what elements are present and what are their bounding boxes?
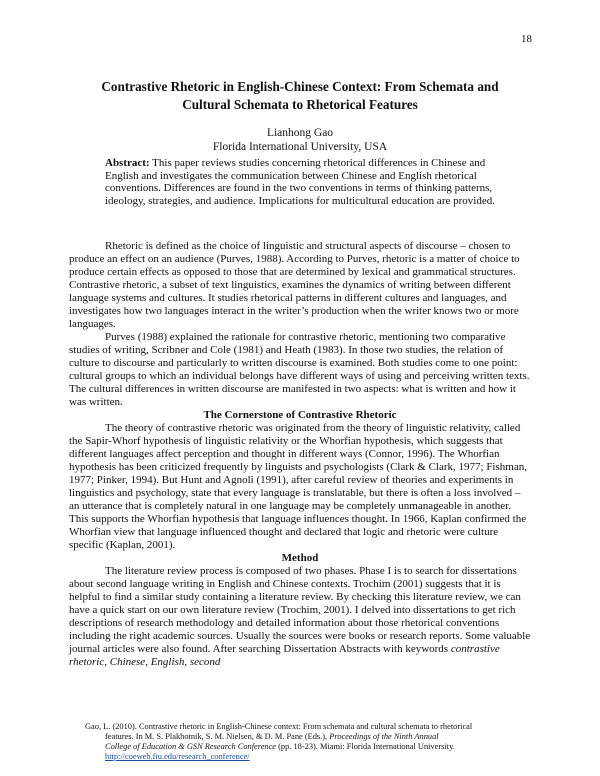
abstract-label: Abstract:	[105, 157, 150, 169]
footnote-line-2	[85, 732, 535, 742]
proceedings-title: Proceedings of the Ninth Annual	[329, 732, 439, 741]
conference-title: College of Education & GSN Research Conference	[105, 742, 277, 751]
author-block	[60, 126, 540, 154]
footnote-text: features. In M. S. Plakhotnik, S. M. Nielsen, & D. M. Pane (Eds.),	[105, 732, 328, 741]
footnote-line-4	[85, 752, 535, 762]
keyword: contrastive rhetoric	[69, 643, 500, 668]
keyword: English	[150, 656, 185, 668]
section-heading: The Cornerstone of Contrastive Rhetoric	[203, 409, 397, 421]
body-text	[69, 240, 531, 669]
paragraph: Rhetoric is defined as the choice of linguistic and structural aspects of discourse – chosen to produce an effect on an audience (Purves, 1988). According to Purves, rhetoric is a matter of choice to produce certain effects as opposed to those that are determined by lexical and grammatical structures. Contrastive rhetoric, a subset of text linguistics, examines the dynamics of writing between different language systems and cultures. It studies rhetorical patterns in different cultures and languages, and investigates how two languages interact in the writer’s production when the writer knows two or more languages.	[69, 240, 520, 330]
paragraph: The literature review process is composed of two phases. Phase I is to search for dissertations about second language writing in English and Chinese contexts. Trochim (2001) suggests that it is helpful to find a similar study containing a literature review. By checking this literature review, we can have a quick start on our own literature review (Trochim, 2001). I delved into dissertations to get rich descriptions of research methodology and detailed information about those rhetorical conventions including the right academic sources. Usually the sources were books or research reports. Some valuable journal articles were also found. After searching Dissertation Abstracts with keywords contrastive rhetoric, Chinese, English, second	[69, 565, 531, 668]
footnote-text: (pp. 18-23). Miami: Florida International University.	[278, 742, 455, 751]
footnote-line-3	[85, 742, 535, 752]
keyword: Chinese	[109, 656, 146, 668]
author-affiliation: Florida International University, USA	[212, 141, 388, 153]
footnote-line-1: Gao, L. (2010). Contrastive rhetoric in English-Chinese context: From schemata and cultural schemata to rhetorical	[85, 722, 473, 731]
abstract	[105, 157, 500, 207]
abstract-text: This paper reviews studies concerning rhetorical differences in Chinese and English and investigates the communication between Chinese and English rhetorical conventions. Differences are found in the two conventions in terms of thinking patterns, ideology, strategies, and audience. Implications for multicultural education are provided.	[105, 157, 495, 207]
citation-footnote	[85, 722, 535, 762]
paragraph: The theory of contrastive rhetoric was originated from the theory of linguistic relativity, called the Sapir-Whorf hypothesis of linguistic relativity or the Whorfian hypothesis, which suggests that different languages affect perception and thought in different ways (Connor, 1996). The Whorfian hypothesis has been criticized frequently by linguists and psychologists (Clark & Clark, 1977; Fishman, 1977; Pinker, 1994). But Hunt and Agnoli (1991), after careful review of theories and experiments in linguistics and psychology, state that every language is translatable, but there is often a loss involved – an utterance that is completely natural in one language may be completely unmanageable in another. This supports the Whorfian hypothesis that language influences thought. In 1966, Kaplan confirmed the Whorfian view that language influenced thought and declared that logic and rhetoric were culture specific (Kaplan, 2001).	[69, 422, 527, 551]
title-line-2: Cultural Schemata to Rhetorical Features	[182, 97, 418, 112]
title-line-1: Contrastive Rhetoric in English-Chinese Context: From Schemata and	[101, 79, 499, 94]
page-number: 18	[521, 33, 532, 45]
conference-url-link[interactable]: http://coeweb.fiu.edu/research_conference/	[105, 752, 250, 761]
keyword: second	[189, 656, 221, 668]
author-name: Lianhong Gao	[266, 127, 334, 139]
paragraph-text: The literature review process is composed of two phases. Phase I is to search for dissertations about second language writing in English and Chinese contexts. Trochim (2001) suggests that it is helpful to find a similar study containing a literature review. By checking this literature review, we can have a quick start on our own literature review (Trochim, 2001). I delved into dissertations to get rich descriptions of research methodology and detailed information about those rhetorical conventions including the right academic sources. Usually the sources were books or research reports. Some valuable journal articles were also found. After searching Dissertation Abstracts with keywords	[69, 565, 531, 655]
paragraph: Purves (1988) explained the rationale for contrastive rhetoric, mentioning two comparative studies of writing, Scribner and Cole (1981) and Heath (1983). In those two studies, the relation of culture to discourse and particularly to written discourse is examined. Both studies come to one point: cultural groups to which an individual belongs have different ways of using and perceiving written texts. The cultural differences in written discourse are manifested in two aspects: what is written and how it was written.	[69, 331, 530, 408]
section-heading: Method	[281, 552, 319, 564]
paper-title	[60, 78, 540, 114]
